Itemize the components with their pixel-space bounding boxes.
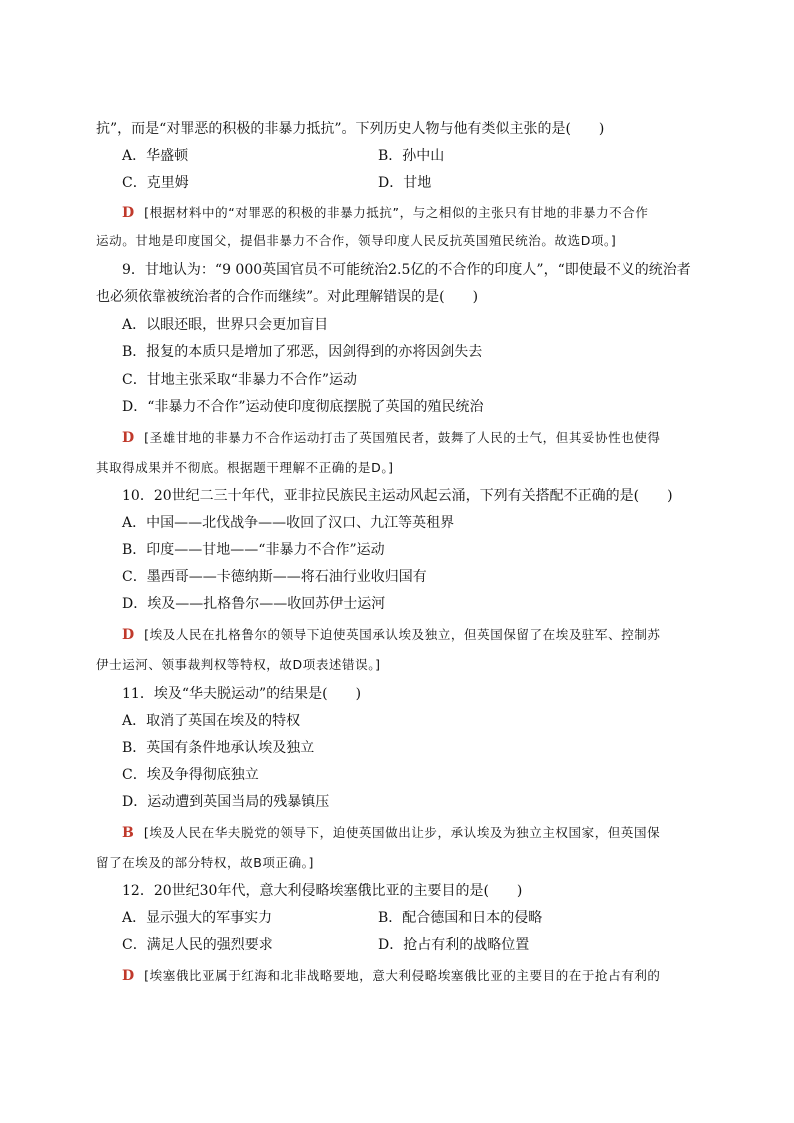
q9-option-c: C．甘地主张采取“非暴力不合作”运动 xyxy=(122,372,358,388)
q11-explanation-line1 xyxy=(122,824,660,842)
q10-option-b: B．印度——甘地——“非暴力不合作”运动 xyxy=(122,542,385,558)
q12-stem: 12．20世纪30年代，意大利侵略埃塞俄比亚的主要目的是( ) xyxy=(122,883,523,899)
q9-explanation-line1 xyxy=(122,429,661,447)
q10-stem: 10．20世纪二三十年代，亚非拉民族民主运动风起云涌，下列有关搭配不正确的是( ) xyxy=(122,488,673,504)
q9-option-a: A．以眼还眼，世界只会更加盲目 xyxy=(122,317,329,333)
q11-option-a: A．取消了英国在埃及的特权 xyxy=(122,713,301,729)
q8-option-c: C．克里姆 xyxy=(122,175,189,191)
q9-explanation-line2: 其取得成果并不彻底。根据题干理解不正确的是D。] xyxy=(96,460,394,475)
q12-option-c: C．满足人民的强烈要求 xyxy=(122,937,273,953)
q11-answer-letter: B xyxy=(122,825,134,841)
q10-explanation-line1 xyxy=(122,626,661,644)
q8-option-b: B．孙中山 xyxy=(378,148,445,164)
q9-option-d: D．“非暴力不合作”运动使印度彻底摆脱了英国的殖民统治 xyxy=(122,399,484,415)
q8-option-a: A．华盛顿 xyxy=(122,148,189,164)
q11-option-c: C．埃及争得彻底独立 xyxy=(122,767,259,783)
q10-explanation-line2: 伊士运河、领事裁判权等特权，故D项表述错误。] xyxy=(96,657,381,672)
q10-answer-letter: D xyxy=(122,627,135,643)
q12-answer-letter: D xyxy=(122,968,135,984)
q12-option-d: D．抢占有利的战略位置 xyxy=(378,937,530,953)
q8-explanation-line2: 运动。甘地是印度国父，提倡非暴力不合作，领导印度人民反抗英国殖民统治。故选D项。] xyxy=(96,233,617,248)
q11-explanation-text1: [埃及人民在华夫脱党的领导下，迫使英国做出让步，承认埃及为独立主权国家，但英国保 xyxy=(143,825,661,840)
q12-option-a: A．显示强大的军事实力 xyxy=(122,910,273,926)
q8-explanation-line1 xyxy=(122,204,648,222)
q9-stem-line1: 9．甘地认为：“9 000英国官员不可能统治2.5亿的不合作的印度人”，“即使最不义的统治者 xyxy=(122,262,691,278)
q9-answer-letter: D xyxy=(122,430,135,446)
q11-explanation-line2: 留了在埃及的部分特权，故B项正确。] xyxy=(96,855,315,870)
q8-stem-continuation: 抗”，而是“对罪恶的积极的非暴力抵抗”。下列历史人物与他有类似主张的是( ) xyxy=(96,121,605,137)
q10-option-c: C．墨西哥——卡德纳斯——将石油行业收归国有 xyxy=(122,569,427,585)
q8-option-d: D．甘地 xyxy=(378,175,432,191)
q11-stem: 11．埃及“华夫脱运动”的结果是( ) xyxy=(122,686,362,702)
q12-explanation-line1 xyxy=(122,967,661,985)
q11-option-b: B．英国有条件地承认埃及独立 xyxy=(122,740,315,756)
q10-option-d: D．埃及——扎格鲁尔——收回苏伊士运河 xyxy=(122,596,386,612)
q9-option-b: B．报复的本质只是增加了邪恶，因剑得到的亦将因剑失去 xyxy=(122,344,483,360)
q10-option-a: A．中国——北伐战争——收回了汉口、九江等英租界 xyxy=(122,515,455,531)
q9-stem-line2: 也必须依靠被统治者的合作而继续”。对此理解错误的是( ) xyxy=(96,289,479,305)
q12-explanation-text1: [埃塞俄比亚属于红海和北非战略要地，意大利侵略埃塞俄比亚的主要目的在于抢占有利的 xyxy=(144,968,661,983)
q10-explanation-text1: [埃及人民在扎格鲁尔的领导下迫使英国承认埃及独立，但英国保留了在埃及驻军、控制苏 xyxy=(144,627,661,642)
q8-answer-letter: D xyxy=(122,205,135,221)
q11-option-d: D．运动遭到英国当局的残暴镇压 xyxy=(122,794,330,810)
q8-explanation-text1: [根据材料中的“对罪恶的积极的非暴力抵抗”，与之相似的主张只有甘地的非暴力不合作 xyxy=(144,205,649,220)
q9-explanation-text1: [圣雄甘地的非暴力不合作运动打击了英国殖民者，鼓舞了人民的士气，但其妥协性也使得 xyxy=(144,430,661,445)
q12-option-b: B．配合德国和日本的侵略 xyxy=(378,910,543,926)
